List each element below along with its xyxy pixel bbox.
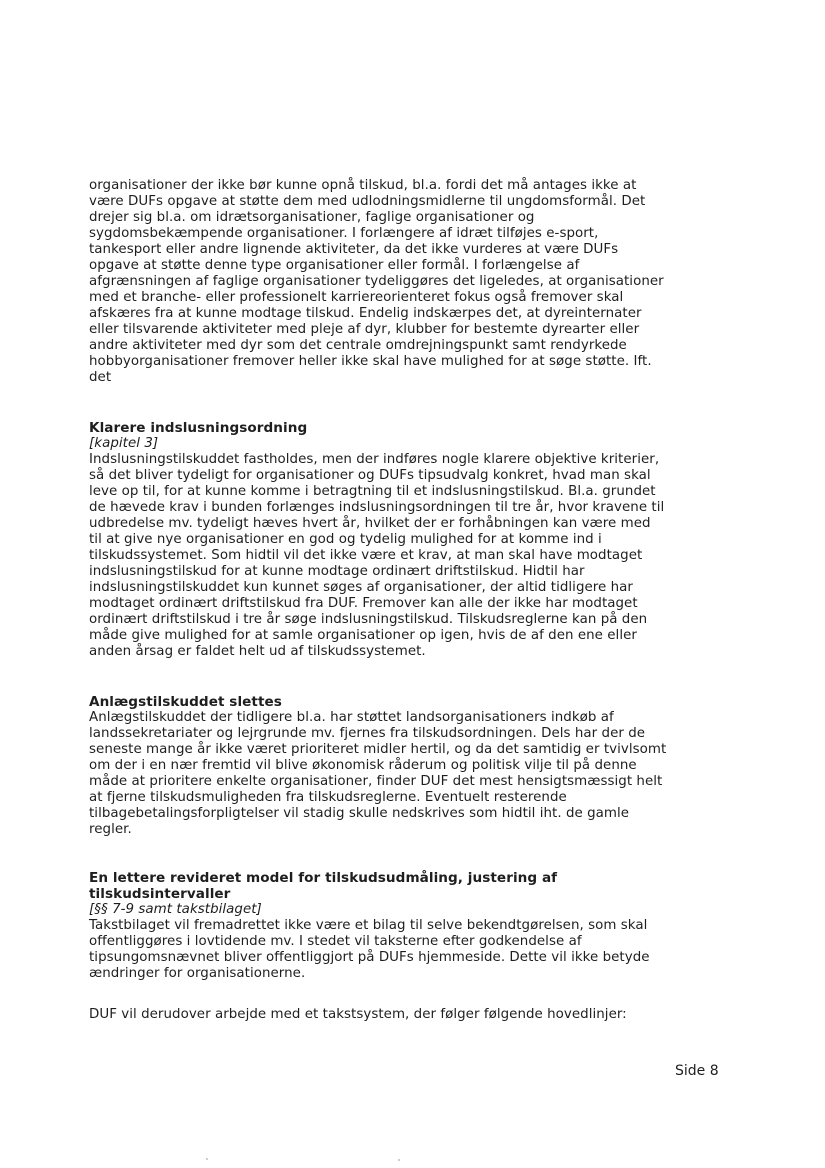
body-text-line: opgave at støtte denne type organisationer eller formål. I forlængelse af: [89, 258, 580, 273]
body-text-line: tipsungomsnævnet bliver offentliggjort på DUFs hjemmeside. Dette vil ikke betyde: [89, 950, 650, 965]
body-text-line: indslusningstilskud for at kunne modtage ordinært driftstilskud. Hidtil har: [89, 564, 585, 579]
page-number: Side 8: [675, 1063, 719, 1079]
body-text-line: så det bliver tydeligt for organisationer og DUFs tipsudvalg konkret, hvad man skal: [89, 468, 651, 483]
body-text-line: måde give mulighed for at samle organisationer op igen, hvis de af den ene eller: [89, 628, 637, 643]
body-text-line: anden årsag er faldet helt ud af tilskudssystemet.: [89, 644, 426, 659]
body-text-line: måde at prioritere enkelte organisationer, finder DUF det mest hensigtsmæssigt helt: [89, 774, 663, 789]
body-text-line: de hævede krav i bunden forlænges indslusningsordningen til tre år, hvor kravene til: [89, 500, 665, 515]
body-text-line: organisationer der ikke bør kunne opnå tilskud, bl.a. fordi det må antages ikke at: [89, 178, 637, 193]
body-text-line: tilskudssystemet. Som hidtil vil det ikke være et krav, at man skal have modtaget: [89, 548, 643, 563]
body-text-line: at fjerne tilskudsmuligheden fra tilskudsreglerne. Eventuelt resterende: [89, 790, 567, 805]
section-heading: tilskudsintervaller: [89, 886, 231, 902]
body-text-line: andre aktiviteter med dyr som det centrale omdrejningspunkt samt rendyrkede: [89, 338, 627, 353]
body-text-line: afgrænsningen af faglige organisationer tydeliggøres det ligeledes, at organisationer: [89, 274, 664, 289]
body-text-line: offentliggøres i lovtidende mv. I stedet vil taksterne efter godkendelse af: [89, 934, 582, 949]
section-heading: Klarere indslusningsordning: [89, 420, 308, 436]
section-reference: [§§ 7-9 samt takstbilaget]: [89, 902, 262, 917]
body-text-line: til at give nye organisationer en god og tydelig mulighed for at komme ind i: [89, 532, 602, 547]
body-text-line: leve op til, for at kunne komme i betragtning til et indslusningstilskud. Bl.a. grundet: [89, 484, 656, 499]
body-text-line: afskæres fra at kunne modtage tilskud. Endelig indskærpes det, at dyreinternater: [89, 306, 642, 321]
body-text-line: tilbagebetalingsforpligtelser vil stadig skulle nedskrives som hidtil iht. de gamle: [89, 806, 630, 821]
body-text-line: ordinært driftstilskud i tre år søge indslusningstilskud. Tilskudsreglerne kan på den: [89, 612, 648, 627]
body-text-line: om der i en nær fremtid vil blive økonomisk råderum og politisk vilje til på denne: [89, 758, 637, 773]
scan-speck: [398, 1159, 400, 1161]
body-text-line: landssekretariater og lejrgrunde mv. fjernes fra tilskudsordningen. Dels har der de: [89, 726, 646, 741]
scan-speck: [206, 1158, 208, 1160]
body-text-line: Takstbilaget vil fremadrettet ikke være et bilag til selve bekendtgørelsen, som skal: [89, 918, 648, 933]
body-text-line: ændringer for organisationerne.: [89, 966, 306, 981]
section-heading: Anlægstilskuddet slettes: [89, 694, 282, 710]
body-text-line: det: [89, 370, 112, 385]
body-text-line: modtaget ordinært driftstilskud fra DUF. Fremover kan alle der ikke har modtaget: [89, 596, 638, 611]
body-text-line: tankesport eller andre lignende aktiviteter, da det ikke vurderes at være DUFs: [89, 242, 619, 257]
body-text-line: udbredelse mv. tydeligt hæves hvert år, hvilket der er forhåbningen kan være med: [89, 516, 651, 531]
body-text-line: Indslusningstilskuddet fastholdes, men der indføres nogle klarere objektive kriterier,: [89, 452, 660, 467]
body-text-line: med et branche- eller professionelt karriereorienteret fokus også fremover skal: [89, 290, 624, 305]
body-text-line: seneste mange år ikke været prioriteret midler hertil, og da det samtidig er tvivlsomt: [89, 742, 667, 757]
body-text-line: drejer sig bl.a. om idrætsorganisationer, faglige organisationer og: [89, 210, 535, 225]
section-reference: [kapitel 3]: [89, 436, 159, 451]
body-text-line: eller tilsvarende aktiviteter med pleje af dyr, klubber for bestemte dyrearter eller: [89, 322, 640, 337]
body-text-line: Anlægstilskuddet der tidligere bl.a. har støttet landsorganisationers indkøb af: [89, 710, 614, 725]
body-text-line: være DUFs opgave at støtte dem med udlodningsmidlerne til ungdomsformål. Det: [89, 194, 646, 209]
body-text-line: indslusningstilskuddet kun kunnet søges af organisationer, der altid tidligere har: [89, 580, 633, 595]
body-text-line: sygdomsbekæmpende organisationer. I forlængere af idræt tilføjes e-sport,: [89, 226, 599, 241]
body-text-line: DUF vil derudover arbejde med et takstsystem, der følger følgende hovedlinjer:: [89, 1006, 627, 1022]
section-heading: En lettere revideret model for tilskudsudmåling, justering af: [89, 870, 558, 886]
body-text-line: hobbyorganisationer fremover heller ikke skal have mulighed for at søge støtte. Ift.: [89, 354, 652, 369]
body-text-line: regler.: [89, 822, 132, 837]
